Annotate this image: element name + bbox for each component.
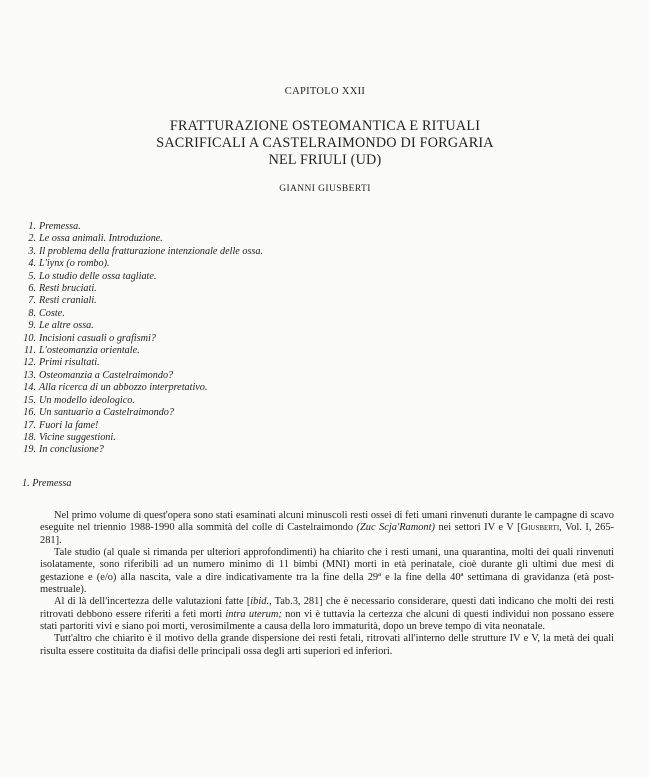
text-run: non vi è tuttavia la certezza che alcuni di questi individui non possano essere stati partoriti vivi e siano poi morti, verosimilmente a causa della loro immaturità, dopo un breve tempo di vita neonatale. — [40, 608, 614, 633]
toc-number: 17. — [23, 419, 36, 431]
section-heading: 1. Premessa — [22, 478, 72, 489]
toc-number: 2. — [28, 233, 36, 245]
toc-text: Incisioni casuali o grafismi? — [39, 332, 156, 344]
text-run: nei settori IV e V [ — [434, 522, 521, 534]
toc-item — [22, 221, 442, 233]
text-run-italic: ibid. — [250, 596, 270, 608]
toc-number: 11. — [24, 345, 36, 357]
toc-number: 12. — [23, 357, 36, 369]
table-of-contents — [22, 221, 442, 457]
paragraph: Tale studio (al quale si rimanda per ulteriori approfondimenti) ha chiarito che i resti umani, una quarantina, molti dei quali rinvenuti isolatamente, sono riferibili ad un numero minimo di 11 bimbi (MNI) morti in età perinatale, cioè durante gli ultimi due mesi di gestazione e (e/o) alla nascita, vale a dire indicativamente tra la fine della 29ª e la fine della 40ª settimana di gravidanza (età post-mestruale). — [40, 547, 614, 596]
toc-text: Un modello ideologico. — [39, 394, 135, 406]
toc-item — [22, 420, 442, 432]
toc-number: 6. — [28, 283, 36, 295]
paragraph: Tutt'altro che chiarito è il motivo della grande dispersione dei resti fetali, ritrovati all'interno delle strutture IV e V, la metà dei quali risulta essere costituita da diafisi delle principali ossa degli arti superiori ed inferiori. — [40, 633, 614, 657]
toc-number: 7. — [28, 295, 36, 307]
toc-item — [22, 382, 442, 394]
toc-number: 1. — [28, 221, 36, 232]
author-name: GIANNI GIUSBERTI — [279, 184, 371, 194]
toc-number: 18. — [23, 431, 36, 443]
toc-item — [22, 271, 442, 283]
toc-text: Il problema della fratturazione intenzionale delle ossa. — [39, 245, 264, 257]
toc-item — [22, 258, 442, 270]
toc-number: 15. — [23, 394, 36, 406]
toc-item — [22, 233, 442, 245]
toc-number: 19. — [23, 444, 36, 456]
toc-item — [22, 308, 442, 320]
toc-item — [22, 246, 442, 258]
toc-text: Le altre ossa. — [39, 320, 94, 332]
toc-item — [22, 395, 442, 407]
toc-number: 5. — [28, 270, 36, 282]
toc-number: 4. — [28, 258, 36, 270]
toc-text: L'iynx (o rombo). — [39, 258, 110, 270]
chapter-label: CAPITOLO XXII — [284, 86, 366, 97]
text-run-italic: (Zuc Scja'Ramont) — [356, 522, 435, 534]
toc-text: In conclusione? — [39, 444, 104, 456]
toc-item — [22, 407, 442, 419]
toc-number: 8. — [28, 307, 36, 319]
toc-item — [22, 444, 442, 456]
toc-item — [22, 295, 442, 307]
toc-text: Resti bruciati. — [39, 283, 97, 295]
toc-text: Fuori la fame! — [39, 419, 99, 431]
toc-number: 14. — [23, 382, 36, 394]
chapter-title — [100, 118, 550, 169]
toc-number: 16. — [23, 407, 36, 419]
toc-number: 13. — [23, 369, 36, 381]
toc-text: Lo studio delle ossa tagliate. — [39, 270, 157, 282]
toc-item — [22, 283, 442, 295]
text-run: Nel primo volume di quest'opera sono stati esaminati alcuni minuscoli resti ossei di feti umani rinvenuti durante le campagne di scavo eseguite nel triennio 1988-1990 alla sommità del colle di Castelraimondo — [40, 510, 614, 534]
text-run: , Vol. I, 265-281]. — [40, 522, 615, 546]
title-line: FRATTURAZIONE OSTEOMANTICA E RITUALI — [169, 118, 481, 134]
toc-text: Premessa. — [39, 221, 81, 232]
toc-text: Primi risultati. — [39, 357, 100, 369]
paragraph — [40, 596, 614, 633]
toc-number: 10. — [23, 332, 36, 344]
toc-text: Osteomanzia a Castelraimondo? — [39, 369, 174, 381]
title-line: SACRIFICALI A CASTELRAIMONDO DI FORGARIA — [156, 135, 494, 151]
paragraph — [40, 510, 614, 547]
toc-item — [22, 432, 442, 444]
toc-text: Vicine suggestioni. — [39, 431, 116, 443]
toc-text: Resti craniali. — [39, 295, 97, 307]
toc-text: Coste. — [39, 307, 65, 319]
toc-number: 9. — [28, 320, 36, 332]
toc-item — [22, 370, 442, 382]
body-text — [40, 510, 614, 658]
citation-author: Giusberti — [520, 522, 560, 534]
text-run: , Tab.3, 281] che è necessario considerare, questi dati indicano che molti dei resti ritrovati debbono essere riferiti a feti morti — [40, 596, 615, 620]
toc-text: Alla ricerca di un abbozzo interpretativo. — [39, 382, 208, 394]
text-run: Al di là dell'incertezza delle valutazioni fatte [ — [54, 596, 251, 608]
text-run-italic: intra uterum; — [225, 608, 282, 620]
toc-item — [22, 345, 442, 357]
toc-item — [22, 333, 442, 345]
toc-item — [22, 320, 442, 332]
toc-text: Le ossa animali. Introduzione. — [39, 233, 163, 245]
toc-number: 3. — [28, 245, 36, 257]
title-line: NEL FRIULI (UD) — [268, 152, 382, 168]
toc-text: L'osteomanzia orientale. — [39, 345, 140, 357]
toc-text: Un santuario a Castelraimondo? — [39, 407, 174, 419]
toc-item — [22, 357, 442, 369]
